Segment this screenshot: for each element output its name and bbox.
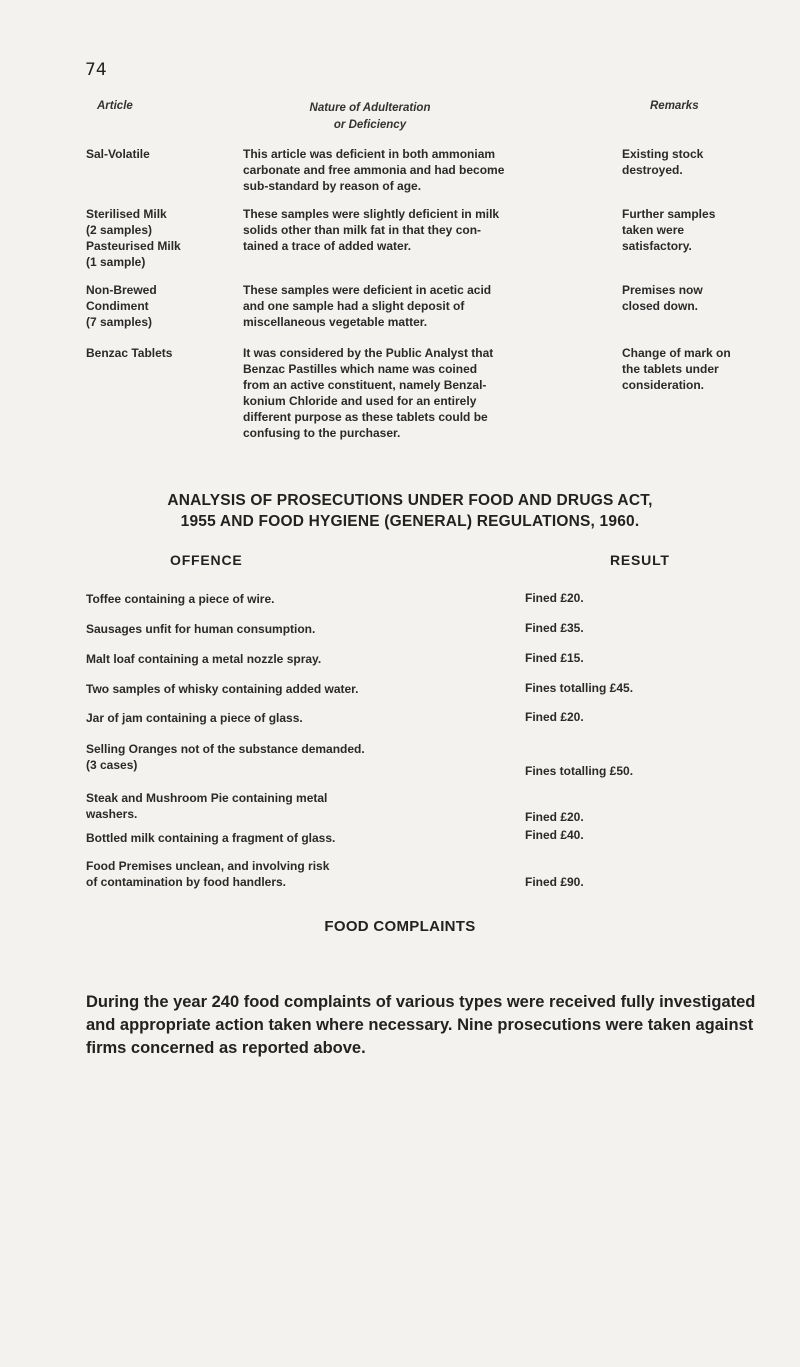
offence-item [86, 591, 506, 607]
result-item: Fined £90. [525, 875, 584, 889]
nature-line: tained a trace of added water. [243, 239, 412, 253]
row-nature [243, 206, 598, 254]
result-header: RESULT [610, 552, 670, 568]
result-item: Fined £20. [525, 710, 584, 724]
row-remarks [622, 282, 762, 314]
article-line: Condiment [86, 299, 149, 313]
remarks-line: consideration. [622, 378, 705, 392]
offence-line: Malt loaf containing a metal nozzle spray. [86, 652, 322, 666]
nature-line: konium Chloride and used for an entirely [243, 394, 477, 408]
remarks-line: Premises now [622, 283, 703, 297]
nature-line: These samples were slightly deficient in milk [243, 207, 500, 221]
nature-line: sub-standard by reason of age. [243, 179, 422, 193]
offence-line: Jar of jam containing a piece of glass. [86, 711, 303, 725]
remarks-line: Existing stock [622, 147, 704, 161]
nature-line: solids other than milk fat in that they con- [243, 223, 482, 237]
row-article [86, 345, 226, 361]
remarks-line: destroyed. [622, 163, 683, 177]
article-line: Non-Brewed [86, 283, 157, 297]
food-complaints-title: FOOD COMPLAINTS [324, 918, 476, 935]
header-nature [290, 100, 450, 134]
nature-line: These samples were deficient in acetic acid [243, 283, 492, 297]
article-line: Sal-Volatile [86, 147, 150, 161]
offence-item [86, 830, 506, 846]
result-item: Fined £20. [525, 810, 584, 824]
offence-line: washers. [86, 807, 138, 821]
nature-line: miscellaneous vegetable matter. [243, 315, 428, 329]
article-line: (7 samples) [86, 315, 153, 329]
offence-item [86, 710, 506, 726]
article-line: (1 sample) [86, 255, 146, 269]
offence-item [86, 790, 506, 822]
food-complaints-body: During the year 240 food complaints of various types were received fully investigated and appropriate action taken where necessary. Nine prosecutions were taken against firms concerned as reported above. [86, 993, 756, 1057]
remarks-line: satisfactory. [622, 239, 692, 253]
nature-line: This article was deficient in both ammoniam [243, 147, 496, 161]
offence-line: Selling Oranges not of the substance demanded. [86, 742, 365, 756]
offence-item [86, 621, 506, 637]
header-nature-line: or Deficiency [333, 119, 407, 131]
offence-line: (3 cases) [86, 758, 138, 772]
article-line: Sterilised Milk [86, 207, 167, 221]
result-item: Fined £20. [525, 591, 584, 605]
offence-item [86, 681, 506, 697]
remarks-line: the tablets under [622, 362, 719, 376]
result-item: Fined £35. [525, 621, 584, 635]
nature-line: Benzac Pastilles which name was coined [243, 362, 478, 376]
header-article: Article [97, 100, 133, 112]
row-nature [243, 146, 598, 194]
row-nature [243, 345, 598, 441]
offence-item [86, 858, 506, 890]
article-line: (2 samples) [86, 223, 153, 237]
row-remarks [622, 345, 762, 393]
offence-line: of contamination by food handlers. [86, 875, 287, 889]
offence-line: Two samples of whisky containing added water. [86, 682, 359, 696]
row-remarks [622, 206, 762, 254]
result-item: Fined £40. [525, 828, 584, 842]
offence-item [86, 651, 506, 667]
remarks-line: Change of mark on [622, 346, 731, 360]
offence-line: Toffee containing a piece of wire. [86, 592, 275, 606]
remarks-line: closed down. [622, 299, 699, 313]
row-nature [243, 282, 598, 330]
nature-line: different purpose as these tablets could be [243, 410, 488, 424]
prosecutions-title [60, 490, 760, 532]
prosecutions-title-line: ANALYSIS OF PROSECUTIONS UNDER FOOD AND DRUGS ACT, [167, 492, 653, 509]
nature-line: from an active constituent, namely Benzal- [243, 378, 487, 392]
nature-line: confusing to the purchaser. [243, 426, 401, 440]
offence-line: Bottled milk containing a fragment of glass. [86, 831, 336, 845]
header-remarks: Remarks [650, 100, 699, 112]
page-number: 74 [85, 60, 107, 80]
result-item: Fines totalling £50. [525, 764, 634, 778]
header-nature-line: Nature of Adulteration [309, 102, 431, 114]
nature-line: and one sample had a slight deposit of [243, 299, 465, 313]
remarks-line: Further samples [622, 207, 716, 221]
nature-line: carbonate and free ammonia and had become [243, 163, 505, 177]
article-line: Pasteurised Milk [86, 239, 181, 253]
row-article [86, 206, 226, 270]
offence-line: Sausages unfit for human consumption. [86, 622, 316, 636]
offence-header: OFFENCE [170, 552, 243, 568]
article-line: Benzac Tablets [86, 346, 173, 360]
offence-line: Steak and Mushroom Pie containing metal [86, 791, 328, 805]
remarks-line: taken were [622, 223, 685, 237]
row-article [86, 146, 226, 162]
row-article [86, 282, 226, 330]
offence-line: Food Premises unclean, and involving risk [86, 859, 330, 873]
result-item: Fines totalling £45. [525, 681, 634, 695]
prosecutions-title-line: 1955 AND FOOD HYGIENE (GENERAL) REGULATIONS, 1960. [180, 513, 640, 530]
row-remarks [622, 146, 762, 178]
result-item: Fined £15. [525, 651, 584, 665]
offence-item [86, 741, 506, 773]
nature-line: It was considered by the Public Analyst that [243, 346, 494, 360]
